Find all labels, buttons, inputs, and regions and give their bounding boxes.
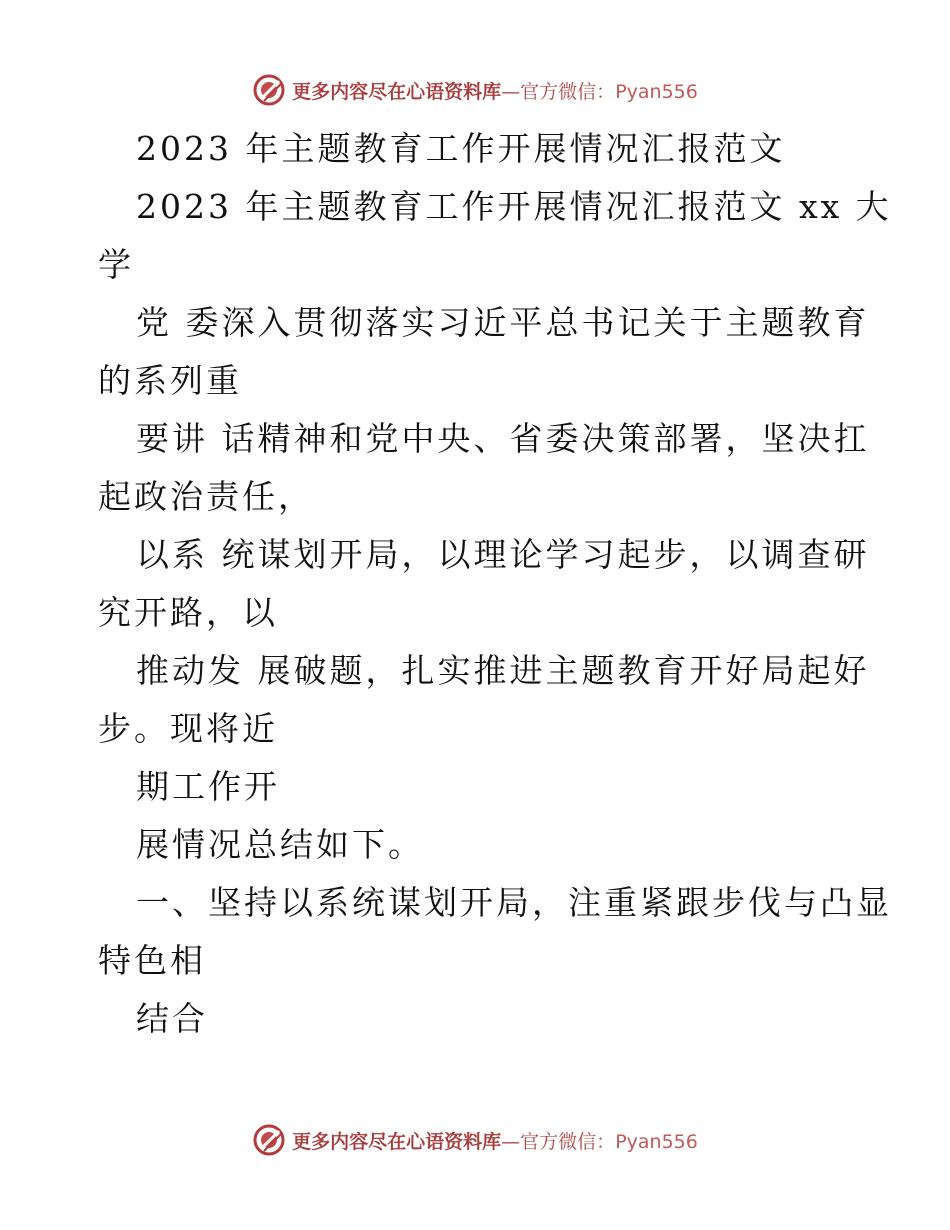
doc-line: 的系列重 — [98, 361, 242, 400]
header-watermark — [0, 70, 950, 110]
doc-line: 2023 年主题教育工作开展情况汇报范文 xx 大 — [136, 187, 892, 226]
doc-line: 步。现将近 — [98, 709, 278, 748]
doc-line: 推动发 展破题，扎实推进主题教育开好局起好 — [136, 651, 870, 690]
watermark-wechat-id: Pyan556 — [615, 80, 698, 103]
watermark-prefix: 更多内容尽在心语资料库 — [292, 1130, 502, 1153]
watermark-wechat-label: 官方微信： — [520, 80, 616, 103]
doc-line: 学 — [98, 245, 134, 284]
watermark-separator: — — [501, 1130, 521, 1153]
document-body — [98, 120, 892, 1048]
doc-line: 展情况总结如下。 — [136, 825, 424, 864]
doc-line: 特色相 — [98, 941, 206, 980]
doc-line: 究开路，以 — [98, 593, 278, 632]
doc-line: 起政治责任， — [98, 477, 314, 516]
logo-icon — [252, 1123, 286, 1157]
doc-line: 要讲 话精神和党中央、省委决策部署，坚决扛 — [136, 419, 870, 458]
doc-line: 2023 年主题教育工作开展情况汇报范文 — [136, 129, 786, 168]
footer-watermark — [0, 1120, 950, 1160]
doc-line: 期工作开 — [136, 767, 280, 806]
watermark-separator: — — [501, 80, 521, 103]
logo-icon — [252, 73, 286, 107]
doc-line: 一、坚持以系统谋划开局，注重紧跟步伐与凸显 — [136, 883, 892, 922]
doc-line: 党 委深入贯彻落实习近平总书记关于主题教育 — [136, 303, 870, 342]
doc-line: 以系 统谋划开局，以理论学习起步，以调查研 — [136, 535, 870, 574]
watermark-wechat-id: Pyan556 — [615, 1130, 698, 1153]
watermark-wechat-label: 官方微信： — [520, 1130, 616, 1153]
doc-line: 结合 — [136, 999, 208, 1038]
watermark-prefix: 更多内容尽在心语资料库 — [292, 80, 502, 103]
